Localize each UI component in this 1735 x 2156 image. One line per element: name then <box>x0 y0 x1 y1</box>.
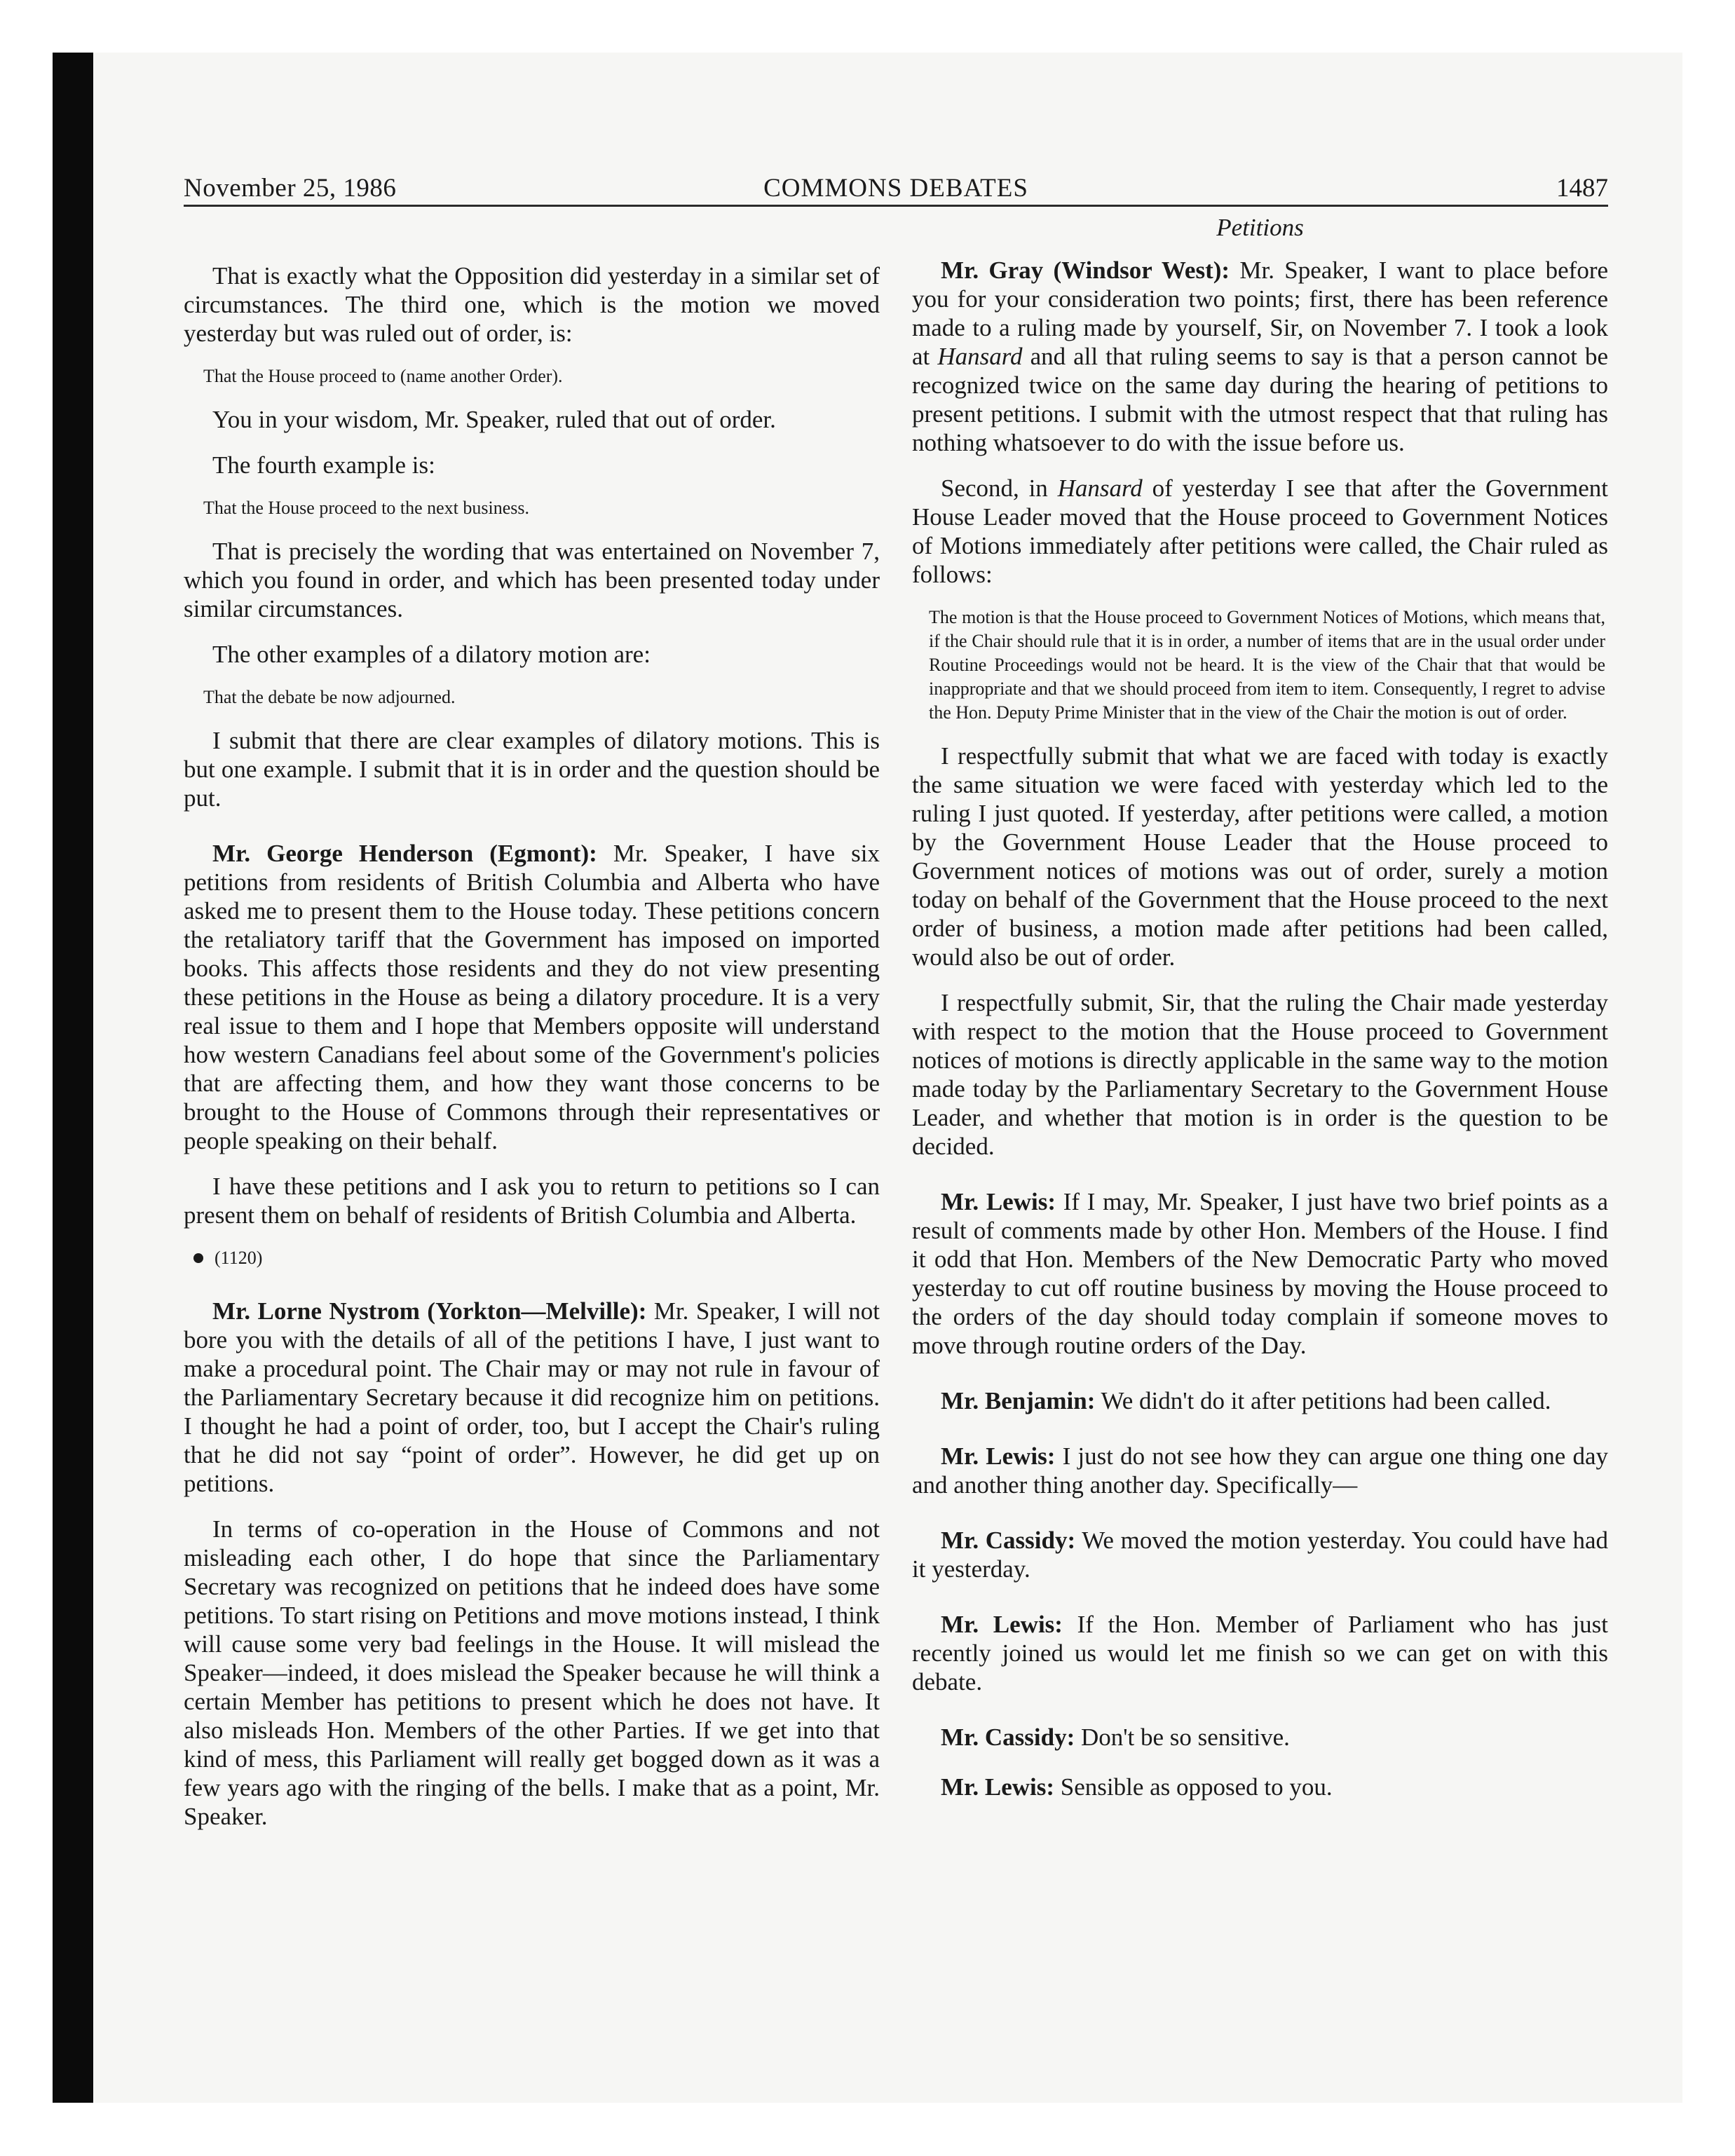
header-date: November 25, 1986 <box>184 174 397 203</box>
speech-text: If I may, Mr. Speaker, I just have two brief points as a result of comments made by other Hon. Members of the House. I find it odd that Hon. Members of the New Democratic Party who moved yesterday to cut off routine business by moving the House proceed to the orders of the day should today complain if someone moves to move through routine orders of the Day. <box>912 1188 1608 1359</box>
speaker-name: Mr. Benjamin: <box>941 1387 1096 1414</box>
speech-henderson <box>184 839 880 1155</box>
speech-text: If the Hon. Member of Parliament who has just recently joined us would let me finish so we can get on with this debate. <box>912 1611 1609 1696</box>
speech-benjamin <box>912 1386 1608 1415</box>
quoted-motion: That the House proceed to the next business. <box>203 498 529 518</box>
paragraph: That is precisely the wording that was entertained on November 7, which you found in order, and which has been presented today under similar circumstances. <box>184 538 880 622</box>
paragraph: The fourth example is: <box>212 451 435 479</box>
quoted-ruling: The motion is that the House proceed to Government Notices of Motions, which means that, if the Chair should rule that it is in order, a number of items that are in the usual order under Routine Proceedings would not be heard. It is the view of the Chair that that would be inappropriate and that we should proceed from item to item. Consequently, I regret to advise the Hon. Deputy Prime Minister that in the view of the Chair the motion is out of order. <box>929 607 1605 723</box>
speaker-name: Mr. Lewis: <box>941 1773 1055 1801</box>
speech-text: and all that ruling seems to say is that a person cannot be recognized twice on the same day during the hearing of petitions to present petitions. I submit with the utmost respect that that ruling has nothing whatsoever to do with the issue before us. <box>912 343 1609 456</box>
speech-text: Mr. Speaker, I want to place before you for your consideration two points; first, there has been reference made to a ruling made by yourself, Sir, on November 7. I took a look at <box>912 257 1609 370</box>
speech-text: Don't be so sensitive. <box>1080 1724 1290 1751</box>
speech-lewis <box>912 1773 1608 1801</box>
speech-lewis <box>912 1187 1608 1360</box>
speech-text: We moved the motion yesterday. You could have had it yesterday. <box>912 1527 1609 1583</box>
speaker-name: Mr. Gray (Windsor West): <box>941 257 1230 284</box>
speaker-name: Mr. George Henderson (Egmont): <box>212 840 597 867</box>
page-number: 1487 <box>1556 174 1608 203</box>
paragraph <box>912 474 1608 589</box>
right-column <box>912 212 1608 1818</box>
speaker-name: Mr. Lewis: <box>941 1611 1063 1638</box>
speech-text: Mr. Speaker, I have six petitions from residents of British Columbia and Alberta who have asked me to present them to the House today. These petitions concern the retaliatory tariff that the Government has imposed on imported books. This affects those residents and they do not view presenting these petitions in the House as being a dilatory procedure. It is a very real issue to them and I hope that Members opposite will understand how western Canadians feel about some of the Government's policies that are affecting them, and how they want those concerns to be brought to the House of Commons through their representatives or people speaking on their behalf. <box>184 840 880 1154</box>
paragraph-text: Second, in <box>941 475 1048 502</box>
speech-lewis <box>912 1610 1608 1696</box>
paragraph: I respectfully submit, Sir, that the ruling the Chair made yesterday with respect to the motion that the House proceed to Government notices of motions is directly applicable in the same way to the motion made today by the Parliamentary Secretary to the Government House Leader, and whether that motion is in order is the question to be decided. <box>912 989 1608 1160</box>
speech-cassidy <box>912 1526 1608 1583</box>
section-heading: Petitions <box>1216 214 1304 241</box>
paragraph-text: of yesterday I see that after the Government House Leader moved that the House proceed to Government Notices of Motions immediately after petitions were called, the Chair ruled as follows: <box>912 475 1609 588</box>
speech-text: I just do not see how they can argue one thing one day and another thing another day. Specifically— <box>912 1442 1609 1499</box>
speech-text: Mr. Speaker, I will not bore you with the details of all of the petitions I have, I just want to make a procedural point. The Chair may or may not rule in favour of the Parliamentary Secretary because it did recognize him on petitions. I thought he had a point of order, too, but I accept the Chair's ruling that he did not say “point of order”. However, he did get up on petitions. <box>184 1297 880 1497</box>
speech-text: Sensible as opposed to you. <box>1060 1773 1333 1801</box>
speech-text: We didn't do it after petitions had been called. <box>1101 1387 1551 1414</box>
hansard-reference: Hansard <box>1057 475 1143 502</box>
page-header <box>184 172 1608 207</box>
speaker-name: Mr. Lewis: <box>941 1442 1056 1470</box>
quoted-motion: That the debate be now adjourned. <box>203 687 456 707</box>
speech-cassidy <box>912 1723 1608 1752</box>
speech-gray <box>912 256 1608 457</box>
paragraph: You in your wisdom, Mr. Speaker, ruled that out of order. <box>212 406 776 433</box>
paragraph: The other examples of a dilatory motion are: <box>212 641 651 668</box>
paragraph: I respectfully submit that what we are faced with today is exactly the same situation we were faced with yesterday which led to the ruling I just quoted. If yesterday, after petitions were called, a motion by the Government House Leader that the House proceed to Government notices of motions was out of order, surely a motion today on behalf of the Government that the House proceed to the next order of business, a motion made after petitions had been called, would also be out of order. <box>912 742 1608 971</box>
time-marker-text: (1120) <box>215 1248 263 1268</box>
scan-border <box>53 53 93 2103</box>
speech-lewis <box>912 1442 1608 1499</box>
paragraph: In terms of co-operation in the House of Commons and not misleading each other, I do hope that since the Parliamentary Secretary was recognized on petitions that he indeed does have some petitions. To start rising on Petitions and move motions instead, I think will cause some very bad feelings in the House. It will mislead the Speaker—indeed, it does mislead the Speaker because he will think a certain Member has petitions to present which he does not have. It also misleads Hon. Members of the other Parties. If we get into that kind of mess, this Parliament will really get bogged down as it was a few years ago with the ringing of the bells. I make that as a point, Mr. Speaker. <box>184 1515 880 1830</box>
hansard-reference: Hansard <box>937 343 1023 370</box>
speaker-name: Mr. Lewis: <box>941 1188 1056 1215</box>
paragraph: I have these petitions and I ask you to return to petitions so I can present them on behalf of residents of British Columbia and Alberta. <box>184 1173 880 1229</box>
header-title: COMMONS DEBATES <box>763 174 1028 203</box>
speech-nystrom <box>184 1297 880 1498</box>
quoted-motion: That the House proceed to (name another Order). <box>203 366 563 386</box>
bullet-icon <box>193 1253 203 1263</box>
time-marker <box>184 1246 880 1270</box>
speaker-name: Mr. Cassidy: <box>941 1527 1076 1554</box>
speaker-name: Mr. Lorne Nystrom (Yorkton—Melville): <box>212 1297 647 1325</box>
left-column <box>184 212 880 1848</box>
paragraph: I submit that there are clear examples of dilatory motions. This is but one example. I submit that it is in order and the question should be put. <box>184 727 880 812</box>
speaker-name: Mr. Cassidy: <box>941 1724 1075 1751</box>
paragraph: That is exactly what the Opposition did yesterday in a similar set of circumstances. The third one, which is the motion we moved yesterday but was ruled out of order, is: <box>184 262 880 347</box>
